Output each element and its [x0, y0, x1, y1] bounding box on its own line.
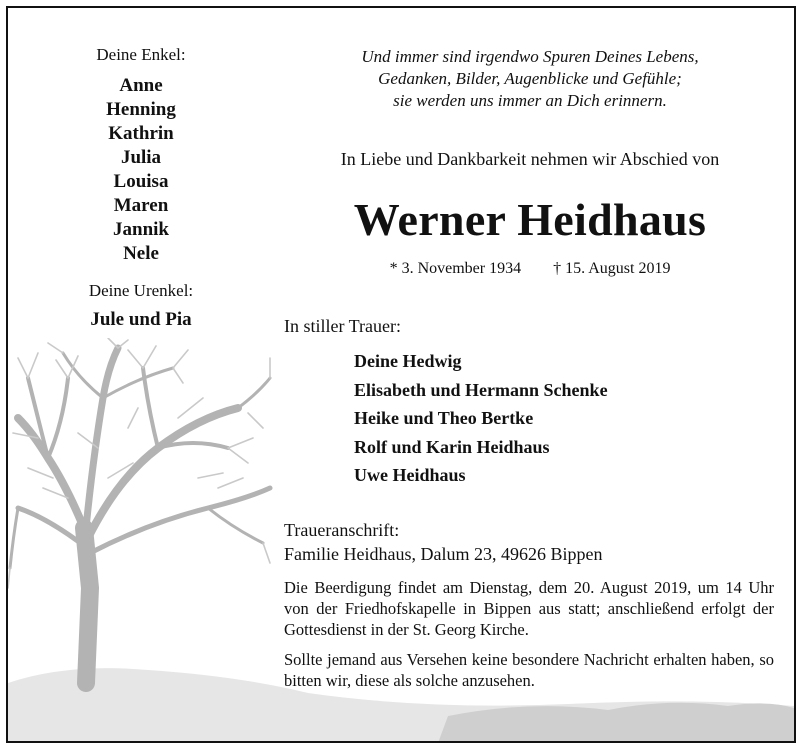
grandchild-name: Anne	[119, 75, 163, 96]
address-label: Traueranschrift:	[284, 520, 400, 540]
notification-notice: Sollte jemand aus Versehen keine besondere Nachricht erhalten haben, so bitten wir, diese als solche anzusehen.	[284, 650, 774, 690]
farewell-intro: In Liebe und Dankbarkeit nehmen wir Abschied von	[340, 149, 720, 169]
grandchild-name: Nele	[123, 243, 159, 264]
mourning-address: Familie Heidhaus, Dalum 23, 49626 Bippen	[284, 544, 603, 564]
grandchildren-label: Deine Enkel:	[96, 45, 186, 64]
poem-line: Und immer sind irgendwo Spuren Deines Lebens,	[361, 47, 699, 66]
deceased-name: Werner Heidhaus	[353, 194, 707, 245]
funeral-details: Die Beerdigung findet am Dienstag, dem 20. August 2019, um 14 Uhr von der Friedhofskapelle in Bippen aus statt; anschließend erfolgt der Gottesdienst in der St. Georg Kirche.	[284, 578, 774, 639]
death-date: † 15. August 2019	[553, 260, 671, 277]
mourners-list	[354, 347, 774, 490]
memorial-poem	[280, 46, 780, 112]
poem-line: sie werden uns immer an Dich erinnern.	[393, 91, 667, 110]
grandchild-name: Jannik	[113, 219, 169, 240]
mourner-name: Elisabeth und Hermann Schenke	[354, 379, 608, 400]
obituary-card	[6, 6, 796, 743]
mourner-name: Uwe Heidhaus	[354, 465, 466, 485]
grandchild-name: Henning	[106, 99, 176, 120]
poem-line: Gedanken, Bilder, Augenblicke und Gefühle;	[378, 69, 682, 88]
mourners-label: In stiller Trauer:	[284, 316, 401, 336]
mourner-name: Rolf und Karin Heidhaus	[354, 436, 550, 457]
birth-date: * 3. November 1934	[389, 260, 522, 277]
grandchildren-list	[8, 74, 274, 266]
grandchild-name: Kathrin	[108, 123, 174, 144]
mourner-name: Heike und Theo Bertke	[354, 408, 534, 428]
grandchild-name: Maren	[113, 195, 169, 216]
great-grandchildren-names: Jule und Pia	[90, 309, 192, 330]
mourner-name: Deine Hedwig	[354, 351, 462, 371]
life-dates	[280, 258, 780, 280]
grandchild-name: Louisa	[113, 171, 169, 192]
grandchild-name: Julia	[120, 147, 162, 168]
great-grandchildren-label: Deine Urenkel:	[88, 281, 194, 300]
